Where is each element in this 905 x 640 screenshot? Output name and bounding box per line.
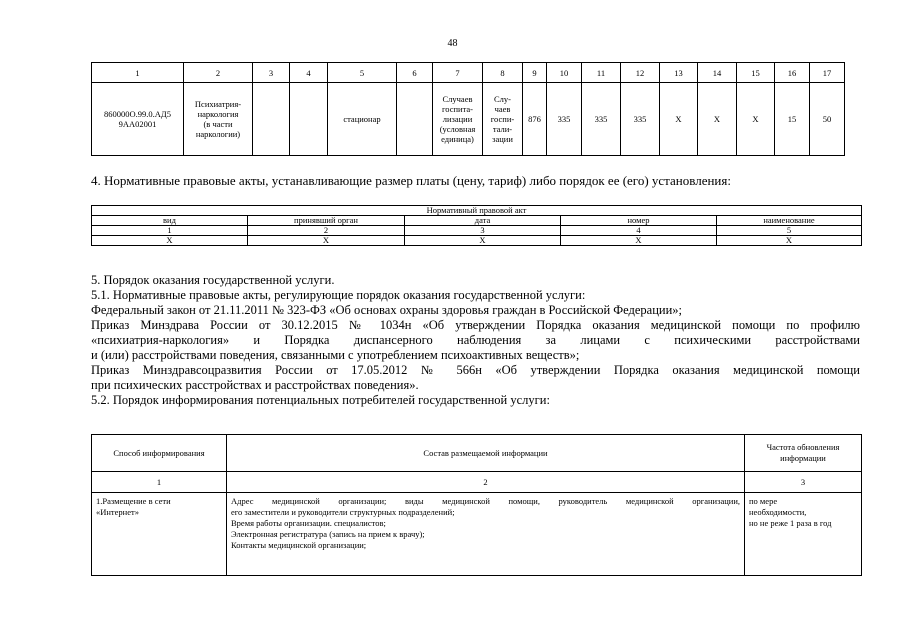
column-number: 2 bbox=[184, 63, 253, 83]
column-number: 2 bbox=[227, 472, 745, 493]
value-cell: X bbox=[660, 83, 698, 156]
section-5-block bbox=[91, 273, 860, 408]
column-number: 9 bbox=[523, 63, 547, 83]
table-header-row bbox=[92, 216, 862, 226]
column-header: номер bbox=[561, 216, 717, 226]
column-number: 5 bbox=[328, 63, 397, 83]
cell-line: «Интернет» bbox=[96, 507, 139, 517]
order-566n-line-2: при психических расстройствах и расстройствах поведения». bbox=[91, 378, 419, 392]
section-5-heading: 5. Порядок оказания государственной услуги. bbox=[91, 273, 335, 287]
table-cell bbox=[397, 83, 433, 156]
column-header: наименование bbox=[717, 216, 862, 226]
table-number-row bbox=[92, 226, 862, 236]
page-number: 48 bbox=[447, 38, 458, 49]
cell-line: (условная bbox=[439, 124, 476, 134]
cell-line: необходимости, bbox=[749, 507, 807, 517]
cell-line: 860000О.99.0.АД5 bbox=[104, 109, 171, 119]
federal-law-text: Федеральный закон от 21.11.2011 № 323-ФЗ «Об основах охраны здоровья граждан в Российской Федерации»; bbox=[91, 303, 683, 317]
column-number: 3 bbox=[253, 63, 290, 83]
section-4-heading: 4. Нормативные правовые акты, устанавливающие размер платы (цену, тариф) либо порядок ее (его) установления: bbox=[91, 173, 731, 188]
cell-line: (в части bbox=[203, 119, 233, 129]
service-name-cell bbox=[184, 83, 253, 156]
column-number: 10 bbox=[547, 63, 582, 83]
service-volume-table bbox=[91, 62, 845, 156]
table-cell: X bbox=[561, 236, 717, 246]
cell-line: Адрес медицинской организации; виды медицинской помощи, руководитель медицинской организации, bbox=[231, 496, 740, 506]
legal-acts-table bbox=[91, 205, 862, 246]
cell-line: госпита- bbox=[441, 104, 474, 114]
table-header-row bbox=[92, 435, 862, 472]
column-header: вид bbox=[92, 216, 248, 226]
column-number: 15 bbox=[737, 63, 775, 83]
column-number: 1 bbox=[92, 63, 184, 83]
cell-line: Контакты медицинской организации; bbox=[231, 540, 367, 550]
update-frequency-cell bbox=[745, 493, 862, 576]
cell-line: тали- bbox=[492, 124, 513, 134]
column-number: 2 bbox=[248, 226, 405, 236]
cell-line: госпи- bbox=[490, 114, 515, 124]
value-cell: 15 bbox=[775, 83, 810, 156]
unit-code-cell: 876 bbox=[523, 83, 547, 156]
value-cell: 335 bbox=[547, 83, 582, 156]
unit-name-cell bbox=[483, 83, 523, 156]
column-number: 4 bbox=[290, 63, 328, 83]
column-number: 1 bbox=[92, 472, 227, 493]
column-number: 13 bbox=[660, 63, 698, 83]
informing-table bbox=[91, 434, 862, 576]
order-566n-line-1: Приказ Минздравсоцразвития России от 17.05.2012 № 566н «Об утверждении Порядка оказания медицинской помощи bbox=[91, 363, 860, 377]
section-5-2-heading: 5.2. Порядок информирования потенциальных потребителей государственной услуги: bbox=[91, 393, 550, 407]
order-1034n-line-3: и (или) расстройствами поведения, связанными с употреблением психоактивных веществ»; bbox=[91, 348, 580, 362]
column-number: 12 bbox=[621, 63, 660, 83]
column-number: 7 bbox=[433, 63, 483, 83]
order-1034n-line-2: «психиатрия-наркология» и Порядка диспансерного наблюдения за лицами с психическими расстройствами bbox=[91, 333, 860, 347]
cell-line: по мере bbox=[749, 496, 778, 506]
table-cell: X bbox=[717, 236, 862, 246]
value-cell: 335 bbox=[621, 83, 660, 156]
information-content-cell bbox=[227, 493, 745, 576]
column-header: принявший орган bbox=[248, 216, 405, 226]
informing-method-cell bbox=[92, 493, 227, 576]
cell-line: наркологии) bbox=[195, 129, 241, 139]
column-number: 14 bbox=[698, 63, 737, 83]
table-cell: X bbox=[92, 236, 248, 246]
value-cell: 50 bbox=[810, 83, 845, 156]
table-row bbox=[92, 236, 862, 246]
registry-code-cell bbox=[92, 83, 184, 156]
table-number-row bbox=[92, 472, 862, 493]
table-header-row bbox=[92, 63, 845, 83]
table-cell: X bbox=[248, 236, 405, 246]
cell-line: наркология bbox=[197, 109, 239, 119]
table-row bbox=[92, 83, 845, 156]
cell-line: чаев bbox=[494, 104, 511, 114]
table-row bbox=[92, 493, 862, 576]
column-number: 1 bbox=[92, 226, 248, 236]
cell-line: Время работы организации. специалистов; bbox=[231, 518, 386, 528]
cell-line: 1.Размещение в сети bbox=[96, 496, 171, 506]
column-number: 8 bbox=[483, 63, 523, 83]
cell-line: его заместители и руководители структурных подразделений; bbox=[231, 507, 455, 517]
care-condition-cell: стационар bbox=[328, 83, 397, 156]
column-number: 16 bbox=[775, 63, 810, 83]
table-cell: X bbox=[405, 236, 561, 246]
cell-line: 9АА02001 bbox=[118, 119, 157, 129]
column-header: Состав размещаемой информации bbox=[227, 435, 745, 472]
column-number: 6 bbox=[397, 63, 433, 83]
order-1034n-line-1: Приказ Минздрава России от 30.12.2015 № 1034н «Об утверждении Порядка оказания медицинской помощи по профилю bbox=[91, 318, 860, 332]
cell-line: Электронная регистратура (запись на прием к врачу); bbox=[231, 529, 425, 539]
column-number: 5 bbox=[717, 226, 862, 236]
cell-line: лизации bbox=[442, 114, 473, 124]
cell-line: Психиатрия- bbox=[194, 99, 242, 109]
column-number: 11 bbox=[582, 63, 621, 83]
column-number: 3 bbox=[745, 472, 862, 493]
cell-line: Слу- bbox=[494, 94, 511, 104]
table-cell bbox=[253, 83, 290, 156]
column-header: дата bbox=[405, 216, 561, 226]
table-title-row bbox=[92, 206, 862, 216]
cell-line: зации bbox=[492, 134, 513, 144]
cell-line: Случаев bbox=[442, 94, 473, 104]
section-5-1-heading: 5.1. Нормативные правовые акты, регулирующие порядок оказания государственной услуги: bbox=[91, 288, 586, 302]
table-title: Нормативный правовой акт bbox=[92, 206, 862, 216]
value-cell: X bbox=[737, 83, 775, 156]
cell-line: единица) bbox=[441, 134, 474, 144]
column-number: 4 bbox=[561, 226, 717, 236]
indicator-name-cell bbox=[433, 83, 483, 156]
value-cell: X bbox=[698, 83, 737, 156]
value-cell: 335 bbox=[582, 83, 621, 156]
table-cell bbox=[290, 83, 328, 156]
column-header: Частота обновления информации bbox=[745, 435, 862, 472]
column-number: 17 bbox=[810, 63, 845, 83]
column-number: 3 bbox=[405, 226, 561, 236]
column-header: Способ информирования bbox=[92, 435, 227, 472]
cell-line: но не реже 1 раза в год bbox=[749, 518, 832, 528]
